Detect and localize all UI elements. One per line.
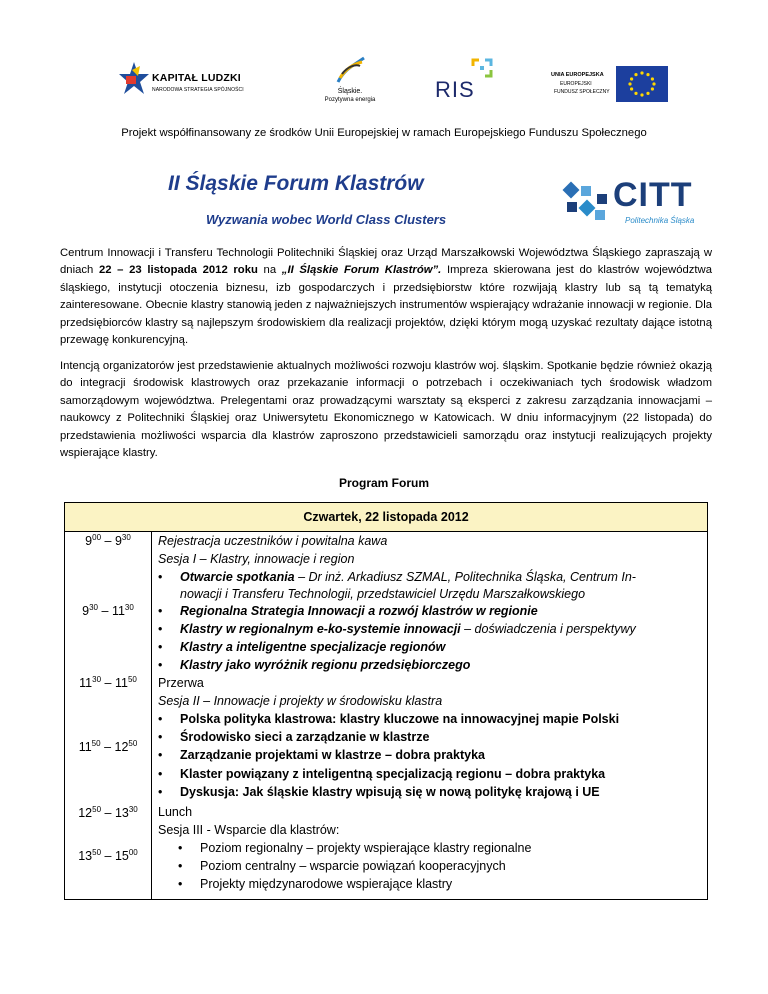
page-subtitle: Wyzwania wobec World Class Clusters [206,212,447,227]
session3-title: Sesja III - Wsparcie dla klastrów: [158,823,340,837]
kapital-ludzki-subtitle: NARODOWA STRATEGIA SPÓJNOŚCI [152,87,244,93]
session2-item: • Klaster powiązany z inteligentną specjalizacją regionu – dobra praktyka [158,767,606,781]
ris-logo [435,56,505,106]
cofunding-note: Projekt współfinansowany ze środków Unii Europejskiej w ramach Europejskiego Funduszu Społecznego [121,127,647,139]
event-dates: 22 – 23 listopada 2012 roku [98,264,258,277]
page-title: II Śląskie Forum Klastrów [168,172,424,195]
citt-subtitle: Politechnika Śląska [625,216,695,225]
citt-puzzle-icon [561,180,611,226]
slaskie-logo [315,52,385,107]
session2-title: Sesja II – Innowacje i projekty w środowisku klastra [158,694,443,708]
session2-item: • Dyskusja: Jak śląskie klastry wpisują się w nową politykę krajową i UE [158,785,600,799]
intro-text-rest: Impreza skierowana jest do klastrów województwa śląskiego, instytucji otoczenia biznesu, izb gospodarczych i przedsiębiorstw które rozwijają klastry lub są tą tematyką zainteresowane. Obecnie klastry stanowią jeden z najważniejszych instrumentów wspierający wdrażanie innowacji w regionie. Dla przedsiębiorców klastry są najlepszym środowiskiem dla realizacji projektów, dzięki którym mogą uzyskać rezultaty dające istotną przewagę konkurencyjną. [60,264,712,347]
session3-item: • Poziom regionalny – projekty wspierające klastry regionalne [178,841,532,855]
citt-logo [561,176,695,234]
slaskie-waves-icon [330,52,370,86]
time-slot: $11^{50} - 12^{50}$ [78,739,138,754]
session2-item: • Polska polityka klastrowa: klastry kluczowe na innowacyjnej mapie Polski [158,712,620,726]
event-name: „II Śląskie Forum Klastrów”. [281,264,442,277]
time-slot: $9^{30} - 11^{30}$ [82,603,134,618]
ris-text: RIS [435,77,475,102]
session1-item: • Klastry w regionalnym e-ko-systemie innowacji – doświadczenia i perspektywy [158,622,636,636]
eu-flag-icon [616,66,668,102]
day-header: Czwartek, 22 listopada 2012 [65,503,707,532]
session3-item: • Projekty międzynarodowe wspierające klastry [178,877,453,891]
ue-line1: UNIA EUROPEJSKA [551,72,604,78]
time-slot: $11^{30} - 11^{50}$ [79,675,137,690]
program-title: Program Forum [338,476,429,490]
kapital-ludzki-star-icon [118,60,150,100]
session2-item: • Środowisko sieci a zarządzanie w klastrze [158,730,430,744]
lunch-item: Lunch [158,805,193,819]
kapital-ludzki-logo [118,58,268,102]
registration-item: Rejestracja uczestników i powitalna kawa [158,534,388,548]
ue-efs-logo [548,66,670,102]
time-slot: $12^{50} - 13^{30}$ [78,805,138,820]
time-slot: $13^{50} - 15^{00}$ [78,848,138,863]
ue-line2: EUROPEJSKI [560,81,592,87]
intention-paragraph: Intencją organizatorów jest przedstawienie aktualnych możliwości rozwoju klastrów woj. śląskim. Spotkanie będzie również okazją do integracji środowisk klastrowych oraz przekazanie informacji o potrzebach i oczekiwaniach tych środowisk władzom samorządowym województwa. Prelegentami oraz prowadzącymi warsztaty są eksperci z zakresu zarządzania innowacjami – naukowcy z Politechniki Śląskiej oraz Uniwersytetu Ekonomicznego w Katowicach. W dniu informacyjnym (22 listopada) do przedstawienia możliwości wsparcia dla klastrów zaproszono przedstawicieli samorządu oraz instytucji realizujących projekty wspierające klastry. [60,360,712,460]
session1-item: • Klastry a inteligentne specjalizacje regionów [158,640,446,654]
citt-wordmark: CITT [613,176,693,214]
time-slot: $9^{00} - 9^{30}$ [85,533,131,548]
intro-text: Centrum Innowacji i Transferu Technologii Politechniki Śląskiej oraz Urząd Marszałkowski Województwa Śląskiego zapraszają w dniach [60,247,712,277]
program-table [64,502,708,900]
session3-item: • Poziom centralny – wsparcie powiązań kooperacyjnych [178,859,506,873]
session1-item: • Klastry jako wyróżnik regionu przedsiębiorczego [158,658,471,672]
session2-item: • Zarządzanie projektami w klastrze – dobra praktyka [158,748,485,762]
session1-title: Sesja I – Klastry, innowacje i region [158,552,355,566]
ue-line3: FUNDUSZ SPOŁECZNY [554,89,610,95]
break-item: Przerwa [158,676,204,690]
session1-item: • Regionalna Strategia Innowacji a rozwój klastrów w regionie [158,604,538,618]
intro-paragraph [60,245,712,349]
kapital-ludzki-title: KAPITAŁ LUDZKI [152,72,241,84]
session1-item: • Otwarcie spotkania – Dr inż. Arkadiusz SZMAL, Politechnika Śląska, Centrum In- [158,570,636,584]
slaskie-tagline: Pozytywna energia [324,97,376,103]
intro-text-mid: na [257,264,282,277]
slaskie-name: Śląskie. [337,88,363,95]
session1-item-cont: nowacji i Transferu Technologii, przedstawiciel Urzędu Marszałkowskiego [180,587,586,601]
column-divider [151,531,152,899]
